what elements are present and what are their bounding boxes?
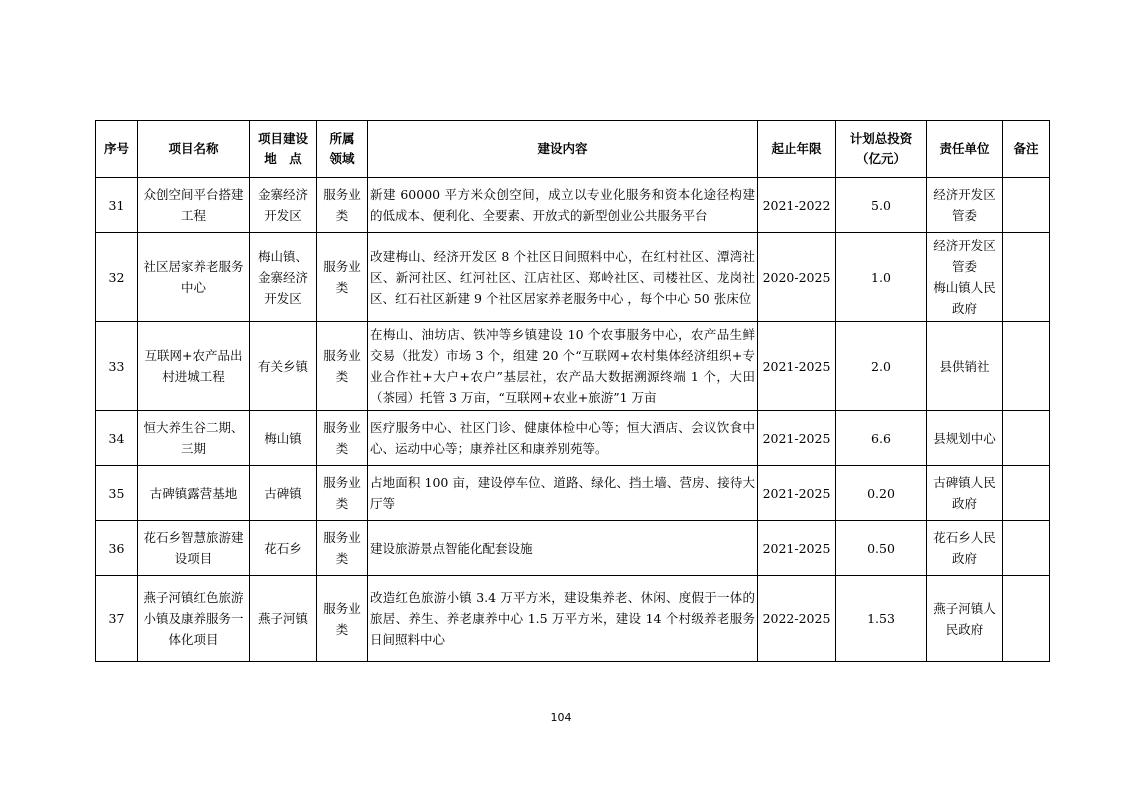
row-period: 2021-2022 [758,178,836,233]
row-remark [1003,411,1050,466]
table-header-row [96,121,1050,178]
row-unit: 燕子河镇人民政府 [927,576,1003,662]
row-period: 2022-2025 [758,576,836,662]
row-name: 众创空间平台搭建工程 [138,178,250,233]
row-period: 2021-2025 [758,466,836,521]
row-unit: 县规划中心 [927,411,1003,466]
row-location: 花石乡 [250,521,317,576]
row-name: 恒大养生谷二期、三期 [138,411,250,466]
row-field: 服务业类 [317,233,368,322]
table-row [96,178,1050,233]
row-field: 服务业类 [317,178,368,233]
header-name: 项目名称 [138,121,250,178]
row-field: 服务业类 [317,411,368,466]
row-location: 梅山镇、金寨经济开发区 [250,233,317,322]
row-remark [1003,233,1050,322]
header-remark: 备注 [1003,121,1050,178]
row-content: 改造红色旅游小镇 3.4 万平方米，建设集养老、休闲、度假于一体的旅居、养生、养老康养中心 1.5 万平方米，建设 14 个村级养老服务日间照料中心 [368,576,758,662]
row-investment: 6.6 [836,411,927,466]
table-row [96,411,1050,466]
row-unit: 县供销社 [927,322,1003,411]
row-name: 花石乡智慧旅游建设项目 [138,521,250,576]
row-remark [1003,521,1050,576]
row-content: 改建梅山、经济开发区 8 个社区日间照料中心，在红村社区、潭湾社区、新河社区、红河社区、江店社区、郑岭社区、司楼社区、龙岗社区、红石社区新建 9 个社区居家养老服务中心 ，每个中心 50 张床位 [368,233,758,322]
row-period: 2021-2025 [758,411,836,466]
row-remark [1003,322,1050,411]
row-field: 服务业类 [317,576,368,662]
row-content: 建设旅游景点智能化配套设施 [368,521,758,576]
row-name: 古碑镇露营基地 [138,466,250,521]
table-row [96,322,1050,411]
row-content: 在梅山、油坊店、铁冲等乡镇建设 10 个农事服务中心，农产品生鲜交易（批发）市场 3 个，组建 20 个“互联网+农村集体经济组织+专业合作社+大户+农户”基层社，农产品大数据溯源终端 1 个，大田（茶园）托管 3 万亩，“互联网+农业+旅游”1 万亩 [368,322,758,411]
row-investment: 1.0 [836,233,927,322]
row-name: 互联网+农产品出村进城工程 [138,322,250,411]
row-name: 社区居家养老服务中心 [138,233,250,322]
row-no: 36 [96,521,138,576]
row-investment: 0.20 [836,466,927,521]
row-unit: 花石乡人民政府 [927,521,1003,576]
row-content: 占地面积 100 亩，建设停车位、道路、绿化、挡土墙、营房、接待大厅等 [368,466,758,521]
row-location: 古碑镇 [250,466,317,521]
row-no: 37 [96,576,138,662]
row-content: 新建 60000 平方米众创空间，成立以专业化服务和资本化途径构建的低成本、便利化、全要素、开放式的新型创业公共服务平台 [368,178,758,233]
table-row [96,466,1050,521]
page-number: 104 [550,711,572,724]
row-field: 服务业类 [317,466,368,521]
row-no: 33 [96,322,138,411]
header-no: 序号 [96,121,138,178]
row-period: 2021-2025 [758,322,836,411]
row-unit: 经济开发区管委 [927,178,1003,233]
row-location: 有关乡镇 [250,322,317,411]
header-unit: 责任单位 [927,121,1003,178]
row-investment: 1.53 [836,576,927,662]
row-location: 梅山镇 [250,411,317,466]
row-investment: 0.50 [836,521,927,576]
row-remark [1003,576,1050,662]
row-unit: 经济开发区管委 梅山镇人民政府 [927,233,1003,322]
row-unit: 古碑镇人民政府 [927,466,1003,521]
row-remark [1003,466,1050,521]
row-content: 医疗服务中心、社区门诊、健康体检中心等；恒大酒店、会议饮食中心、运动中心等；康养社区和康养别苑等。 [368,411,758,466]
table-row [96,233,1050,322]
header-location: 项目建设 地 点 [250,121,317,178]
header-field: 所属 领域 [317,121,368,178]
row-investment: 5.0 [836,178,927,233]
project-table [95,120,1050,662]
row-period: 2020-2025 [758,233,836,322]
row-no: 32 [96,233,138,322]
row-no: 34 [96,411,138,466]
row-period: 2021-2025 [758,521,836,576]
row-no: 31 [96,178,138,233]
table-row [96,576,1050,662]
row-no: 35 [96,466,138,521]
row-name: 燕子河镇红色旅游小镇及康养服务一体化项目 [138,576,250,662]
row-investment: 2.0 [836,322,927,411]
row-location: 金寨经济开发区 [250,178,317,233]
header-period: 起止年限 [758,121,836,178]
header-content: 建设内容 [368,121,758,178]
row-field: 服务业类 [317,521,368,576]
table-row [96,521,1050,576]
row-remark [1003,178,1050,233]
header-investment: 计划总投资 （亿元） [836,121,927,178]
row-location: 燕子河镇 [250,576,317,662]
row-field: 服务业类 [317,322,368,411]
